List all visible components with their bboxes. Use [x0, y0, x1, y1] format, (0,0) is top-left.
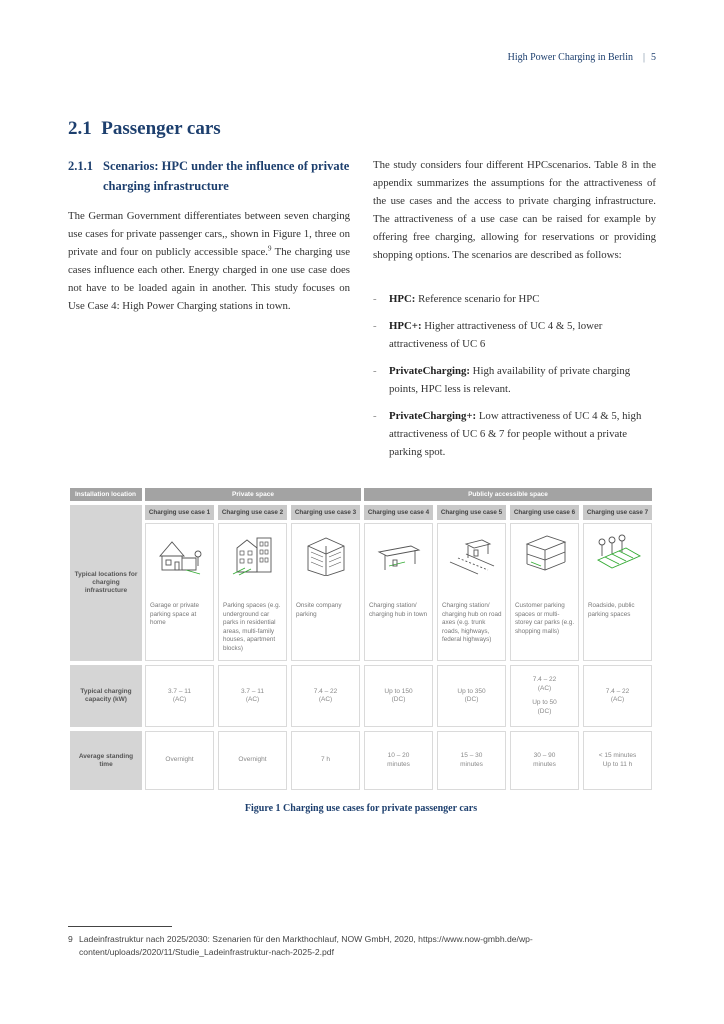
standing-time-cell-3 [291, 731, 360, 790]
capacity-value: (AC) [537, 684, 552, 692]
use-case-figure [70, 488, 652, 790]
standing-time-value: minutes [387, 760, 410, 768]
row-label-locations: Typical locations for charging infrastructure [70, 505, 142, 661]
capacity-value: Up to 50 [532, 699, 557, 706]
location-description: Charging station/ charging hub in town [369, 602, 428, 618]
location-cell-6 [510, 523, 579, 661]
scenario-item [373, 317, 656, 353]
standing-time-value: Up to 11 h [602, 760, 633, 768]
standing-time-value: minutes [460, 760, 483, 768]
capacity-value: (AC) [610, 696, 625, 703]
capacity-cell-2 [218, 665, 287, 727]
capacity-cell-4 [364, 665, 433, 727]
scenario-name: PrivateCharging: [389, 365, 470, 377]
footnote-reference[interactable]: 9 [268, 244, 272, 253]
band-public-space: Publicly accessible space [364, 488, 652, 501]
standing-time-cell-2 [218, 731, 287, 790]
footnote [68, 933, 658, 958]
capacity-value: 3.7 – 11 [167, 687, 191, 695]
location-description: Garage or private parking space at home [150, 602, 200, 626]
standing-time-cell-5 [437, 731, 506, 790]
use-case-header-5: Charging use case 5 [437, 505, 506, 520]
standing-time-value: minutes [533, 760, 556, 768]
scenario-name: PrivateCharging+: [389, 410, 477, 422]
use-case-header-3: Charging use case 3 [291, 505, 360, 520]
bullet-dash: - [373, 365, 377, 377]
header-separator: | [642, 52, 645, 63]
use-case-header-2: Charging use case 2 [218, 505, 287, 520]
row-label-standing-time: Average standing time [70, 731, 142, 790]
location-description: Parking spaces (e.g. underground car parks in residential areas, multi-family houses, apartment blocks) [223, 602, 281, 652]
capacity-value: 7.4 – 22 [532, 676, 557, 683]
house-garage-icon [156, 532, 204, 581]
capacity-value: (DC) [391, 696, 406, 703]
capacity-cell-5 [437, 665, 506, 727]
capacity-value: (DC) [464, 696, 479, 703]
location-cell-2 [218, 523, 287, 661]
location-description: Roadside, public parking spaces [588, 602, 635, 618]
apartment-parking-icon [229, 532, 277, 581]
page-number: 5 [651, 52, 656, 63]
standing-time-value: 30 – 90 [533, 752, 556, 759]
capacity-value: (AC) [172, 696, 187, 703]
left-paragraph-part2: The charging use cases influence each other. Energy charged in one use case does not have to be loaded again in another. This study focuses on Use Case 4: High Power Charging stations in town. [68, 246, 350, 312]
scenario-text: Reference scenario for HPC [415, 293, 540, 305]
section-title: Passenger cars [101, 118, 221, 139]
scenario-text: Low attractiveness of UC 4 & 5, high attractiveness of UC 6 & 7 for people without a private parking spot. [389, 410, 642, 458]
capacity-value: 7.4 – 22 [605, 687, 630, 695]
scenario-item [373, 362, 656, 398]
scenario-list [373, 290, 656, 470]
section-number: 2.1 [68, 118, 92, 139]
location-cell-5 [437, 523, 506, 661]
location-cell-1 [145, 523, 214, 661]
band-installation-location: Installation location [70, 488, 142, 501]
running-header [440, 52, 656, 63]
standing-time-cell-7 [583, 731, 652, 790]
row-label-capacity: Typical charging capacity (kW) [70, 665, 142, 727]
standing-time-cell-1 [145, 731, 214, 790]
location-cell-7 [583, 523, 652, 661]
use-case-header-4: Charging use case 4 [364, 505, 433, 520]
capacity-cell-7 [583, 665, 652, 727]
use-case-header-6: Charging use case 6 [510, 505, 579, 520]
use-case-header-1: Charging use case 1 [145, 505, 214, 520]
location-cell-4 [364, 523, 433, 661]
capacity-value: (DC) [537, 707, 552, 715]
bullet-dash: - [373, 410, 377, 422]
location-description: Charging station/ charging hub on road axes (e.g. trunk roads, highways, federal highways) [442, 602, 502, 643]
scenario-item [373, 407, 656, 461]
scenario-text: High availability of private charging points, HPC less is relevant. [389, 365, 631, 395]
subsection-number: 2.1.1 [68, 159, 93, 173]
highway-charging-icon [448, 532, 496, 581]
figure-caption: Figure 1 Charging use cases for private passenger cars [244, 803, 478, 814]
standing-time-value: 7 h [320, 756, 331, 764]
capacity-cell-3 [291, 665, 360, 727]
left-paragraph-part1: The German Government differentiates between seven charging use cases for private passenger cars,, shown in Figure 1, three on private and four on publicly accessible space. [68, 210, 350, 258]
scenario-name: HPC: [389, 293, 416, 305]
running-title: High Power Charging in Berlin [507, 52, 633, 63]
footnote-text: Ladeinfrastruktur nach 2025/2030: Szenarien für den Markthochlauf, NOW GmbH, 2020, https://www.now-gmbh.de/wp-content/uploads/2020/11/Studie_Ladeinfrastruktur-nach-2025-2.pdf [79, 934, 533, 957]
scenario-name: HPC+: [389, 320, 422, 332]
bullet-dash: - [373, 293, 377, 305]
bullet-dash: - [373, 320, 377, 332]
capacity-cell-1 [145, 665, 214, 727]
parking-garage-icon [521, 532, 569, 581]
subsection-heading [68, 156, 358, 196]
left-paragraph [68, 207, 350, 315]
right-paragraph: The study considers four different HPCscenarios. Table 8 in the appendix summarizes the assumptions for the attractiveness of the use cases and the access to private charging infrastructure. The attractiveness of a use case can be raised for example by offering free charging, allowing for reservations or providing shopping options. The scenarios are described as follows: [373, 159, 656, 261]
capacity-value: (AC) [318, 696, 333, 703]
section-heading [68, 118, 221, 140]
charging-station-icon [375, 532, 423, 581]
standing-time-value: 15 – 30 [460, 752, 483, 759]
location-description: Customer parking spaces or multi-storey car parks (e.g. shopping malls) [515, 602, 575, 635]
scenario-text: Higher attractiveness of UC 4 & 5, lower attractiveness of UC 6 [389, 320, 603, 350]
standing-time-value: < 15 minutes [598, 752, 637, 759]
capacity-value: 3.7 – 11 [240, 687, 264, 695]
roadside-parking-icon [594, 532, 642, 581]
footnote-rule [68, 926, 172, 927]
band-private-space: Private space [145, 488, 361, 501]
footnote-number: 9 [68, 934, 73, 944]
standing-time-cell-6 [510, 731, 579, 790]
standing-time-value: 10 – 20 [387, 752, 410, 759]
use-case-header-7: Charging use case 7 [583, 505, 652, 520]
capacity-value: Up to 150 [384, 687, 413, 695]
standing-time-cell-4 [364, 731, 433, 790]
location-description: Onsite company parking [296, 602, 342, 618]
standing-time-value: Overnight [165, 756, 194, 764]
capacity-value: Up to 350 [457, 687, 486, 695]
location-cell-3 [291, 523, 360, 661]
capacity-value: (AC) [245, 696, 260, 703]
capacity-value: 7.4 – 22 [313, 687, 338, 695]
office-building-icon [302, 532, 350, 581]
subsection-title: Scenarios: HPC under the influence of private charging infrastructure [103, 159, 350, 193]
standing-time-value: Overnight [238, 756, 267, 764]
capacity-cell-6 [510, 665, 579, 727]
scenario-item [373, 290, 656, 308]
